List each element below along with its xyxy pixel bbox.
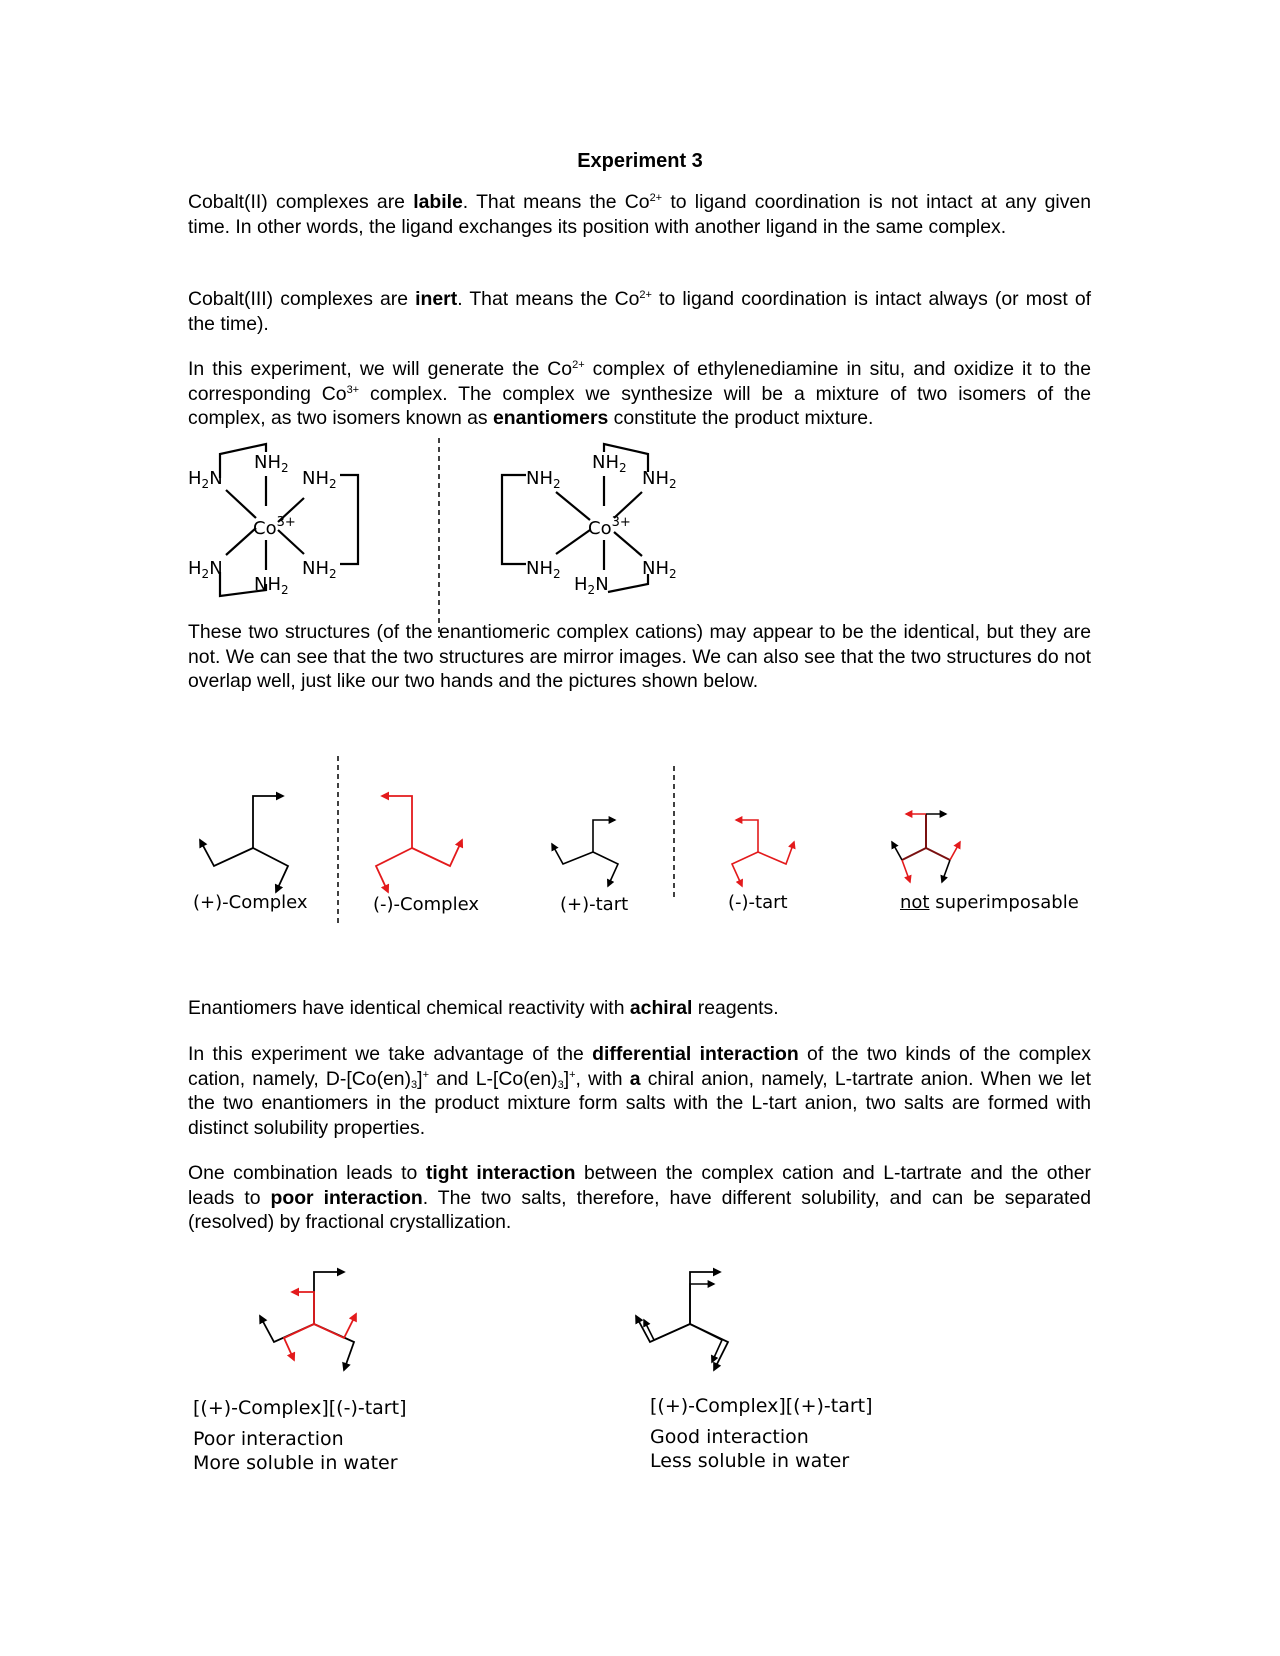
left-salt-solubility: More soluble in water — [193, 1452, 398, 1474]
text-run: In this experiment, we will generate the Co — [188, 358, 573, 380]
text-run: Cobalt(III) complexes are — [188, 288, 416, 310]
superscript: + — [569, 1068, 576, 1081]
superscript: 2+ — [639, 289, 652, 301]
amine-label: $NH_2$ — [254, 574, 289, 597]
superscript: + — [422, 1068, 429, 1081]
amine-label: $NH_2$ — [642, 468, 677, 491]
text-run: complex of ethylenediamine in situ, and oxidize it to the corresponding Co — [188, 358, 1091, 405]
subscript: 3 — [557, 1078, 564, 1091]
poor-interaction-complex — [260, 1272, 354, 1370]
text-run: to ligand coordination is intact always (or most of the time). — [188, 288, 1091, 335]
minus-tart-pictogram — [732, 820, 794, 886]
bold-term-poor-interaction: poor interaction — [270, 1186, 423, 1209]
text-run: Enantiomers have identical chemical reactivity with — [188, 997, 630, 1019]
bold-term-a: a — [629, 1067, 641, 1090]
bold-term-enantiomers: enantiomers — [492, 407, 609, 429]
subscript: 3 — [411, 1078, 418, 1091]
text-run: superimposable — [929, 892, 1079, 913]
superscript: 3+ — [346, 383, 360, 396]
left-salt-formula: [(+)-Complex][(-)-tart] — [193, 1397, 407, 1419]
right-salt-formula: [(+)-Complex][(+)-tart] — [650, 1395, 873, 1417]
text-run: and L-[Co(en) — [429, 1067, 558, 1090]
text-run: of the two kinds of the complex cation, namely, D-[Co(en) — [188, 1043, 1091, 1090]
paragraph-experiment — [188, 357, 1091, 431]
text-run: constitute the product mixture. — [608, 407, 874, 429]
mirror-plane-line — [437, 438, 441, 638]
overlay-trunk — [902, 814, 950, 860]
right-cobalt-complex-structure — [496, 440, 716, 640]
paragraph-differential-interaction — [188, 1042, 1091, 1140]
text-run: In this experiment we take advantage of the — [188, 1043, 593, 1065]
amine-label: $NH_2$ — [302, 558, 337, 581]
bold-term-achiral: achiral — [629, 997, 693, 1019]
bold-term-differential-interaction: differential interaction — [592, 1043, 799, 1065]
text-run: , with — [575, 1067, 630, 1090]
text-run: complex. The complex we synthesize will be a mixture of two isomers of the complex, as two isomers known as — [188, 382, 1091, 429]
superscript: 2+ — [572, 359, 585, 371]
cobalt-center-label: $Co^{3+}$ — [588, 515, 631, 539]
left-salt-caption — [193, 1396, 406, 1475]
text-run: One combination leads to — [188, 1162, 426, 1184]
text-run: ] — [417, 1067, 423, 1090]
amine-label: $NH_2$ — [526, 468, 561, 491]
overlay-red-arrows — [902, 814, 960, 882]
amine-label: $NH_2$ — [526, 558, 561, 581]
text-run: to ligand coordination is not intact at any given time. In other words, the ligand exchanges its position with another ligand in the same complex. — [188, 191, 1091, 238]
text-run: . The two salts, therefore, have different solubility, and can be separated (resolved) by fractional crystallization. — [188, 1186, 1092, 1233]
poor-interaction-tart — [284, 1292, 356, 1360]
text-run: Cobalt(II) complexes are — [188, 191, 414, 213]
amine-label: $H_2N$ — [188, 468, 223, 491]
caption-plus-tart: (+)-tart — [560, 894, 629, 915]
right-salt-interaction: Good interaction — [650, 1426, 809, 1448]
text-run: chiral anion, namely, L-tartrate anion. When we let the two enantiomers in the product mixture form salts with the L-tart anion, two salts are formed with distinct solubility properties. — [188, 1067, 1091, 1139]
paragraph-inert — [188, 287, 1091, 336]
plus-tart-pictogram — [552, 820, 618, 886]
paragraph-labile — [188, 190, 1091, 239]
good-interaction-tart — [644, 1284, 722, 1362]
left-salt-interaction: Poor interaction — [193, 1428, 344, 1450]
text-run: reagents. — [692, 997, 779, 1019]
text-run: . That means the Co — [462, 191, 650, 213]
paragraph-achiral — [188, 996, 1091, 1021]
bold-term-tight-interaction: tight interaction — [425, 1162, 576, 1184]
caption-minus-complex: (-)-Complex — [373, 894, 479, 915]
right-salt-solubility: Less soluble in water — [650, 1450, 850, 1472]
paragraph-tight-interaction — [188, 1161, 1091, 1235]
right-salt-caption — [650, 1394, 873, 1473]
bold-term-inert: inert — [415, 288, 458, 310]
superscript: 2+ — [649, 192, 663, 204]
amine-label: $H_2N$ — [188, 558, 223, 581]
text-run: ] — [563, 1067, 570, 1090]
minus-complex-pictogram — [376, 796, 462, 892]
amine-label: $NH_2$ — [592, 452, 627, 475]
text-run: between the complex cation and L-tartrate and the other leads to — [188, 1162, 1091, 1209]
plus-complex-pictogram — [200, 796, 288, 892]
amine-label: $H_2N$ — [574, 574, 609, 597]
bold-term-labile: labile — [413, 191, 463, 213]
page-title: Experiment 3 — [577, 150, 703, 172]
caption-minus-tart: (-)-tart — [728, 892, 788, 913]
caption-not-superimposable — [900, 892, 1079, 913]
text-run: . That means the Co — [457, 288, 640, 310]
underlined-not: not — [900, 892, 930, 913]
amine-label: $NH_2$ — [642, 558, 677, 581]
cobalt-center-label: $Co^{3+}$ — [253, 515, 296, 539]
amine-label: $NH_2$ — [254, 452, 289, 475]
salt-pictograms — [230, 1250, 850, 1380]
overlay-black-arrows — [892, 814, 950, 882]
caption-plus-complex: (+)-Complex — [193, 892, 308, 913]
paragraph-mirror-images: These two structures (of the enantiomeric complex cations) may appear to be the identical, but they are not. We can see that the two structures are mirror images. We can also see that the two structures do not overlap well, just like our two hands and the pictures shown below. — [188, 621, 1091, 692]
left-cobalt-complex-structure — [180, 440, 400, 640]
amine-label: $NH_2$ — [302, 468, 337, 491]
